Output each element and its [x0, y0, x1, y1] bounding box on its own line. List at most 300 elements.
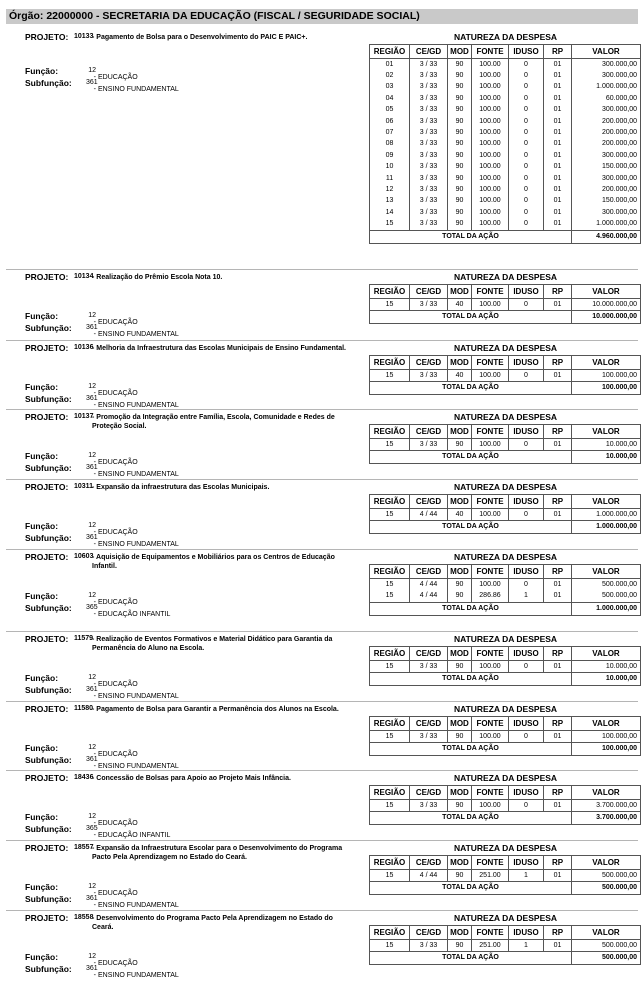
table-cell: 01 — [544, 184, 572, 195]
table-cell: 3 / 33 — [410, 116, 448, 127]
total-row — [370, 673, 641, 686]
table-header-row — [370, 717, 641, 731]
table-cell: 03 — [370, 82, 410, 93]
table-cell: 90 — [448, 59, 472, 71]
subfuncao-name: ENSINO FUNDAMENTAL — [98, 902, 179, 909]
column-header: IDUSO — [509, 356, 544, 370]
table-row — [370, 439, 641, 451]
column-header: RP — [544, 647, 572, 661]
column-header: IDUSO — [509, 285, 544, 299]
column-header: IDUSO — [509, 856, 544, 870]
subfuncao-name: ENSINO FUNDAMENTAL — [98, 972, 179, 979]
table-cell: 10.000,00 — [572, 661, 641, 673]
despesa-table — [369, 355, 641, 395]
total-row — [370, 812, 641, 825]
column-header: FONTE — [472, 926, 509, 940]
table-cell: 3 / 33 — [410, 731, 448, 743]
column-header: MOD — [448, 45, 472, 59]
project-description: - Pagamento de Bolsa para o Desenvolvimento do PAIC E PAIC+. — [92, 33, 352, 42]
projeto-label: PROJETO: — [25, 843, 69, 853]
subfuncao-name: ENSINO FUNDAMENTAL — [98, 541, 179, 548]
project-description: - Melhoria da Infraestrutura das Escolas Municipais de Ensino Fundamental. — [92, 344, 352, 353]
table-cell: 15 — [370, 299, 410, 311]
column-header: VALOR — [572, 647, 641, 661]
despesa-table — [369, 646, 641, 686]
total-row — [370, 882, 641, 895]
table-header-row — [370, 425, 641, 439]
subfuncao-value — [86, 965, 179, 979]
subfuncao-code: 361 - — [86, 464, 96, 478]
table-cell: 01 — [544, 127, 572, 138]
table-row — [370, 940, 641, 952]
despesa-table — [369, 785, 641, 825]
table-cell: 15 — [370, 439, 410, 451]
funcao-name: EDUCAÇÃO — [98, 74, 138, 81]
column-header: REGIÃO — [370, 356, 410, 370]
table-cell: 90 — [448, 661, 472, 673]
column-header: REGIÃO — [370, 926, 410, 940]
table-cell: 3 / 33 — [410, 196, 448, 207]
subfuncao-label: Subfunção: — [25, 894, 72, 904]
column-header: RP — [544, 425, 572, 439]
total-label: TOTAL DA AÇÃO — [370, 743, 572, 756]
subfuncao-value — [86, 79, 179, 93]
table-cell: 251.00 — [472, 940, 509, 952]
table-cell: 0 — [509, 82, 544, 93]
total-value: 10.000.000,00 — [572, 311, 641, 324]
table-cell: 90 — [448, 439, 472, 451]
funcao-label: Função: — [25, 521, 59, 531]
table-cell: 300.000,00 — [572, 150, 641, 161]
project-code: 18558 — [74, 914, 94, 921]
subfuncao-label: Subfunção: — [25, 533, 72, 543]
table-cell: 300.000,00 — [572, 207, 641, 218]
natureza-heading: NATUREZA DA DESPESA — [453, 843, 558, 853]
table-cell: 08 — [370, 139, 410, 150]
table-cell: 3 / 33 — [410, 59, 448, 71]
table-cell: 3 / 33 — [410, 82, 448, 93]
column-header: FONTE — [472, 425, 509, 439]
total-label: TOTAL DA AÇÃO — [370, 812, 572, 825]
table-row — [370, 196, 641, 207]
table-cell: 90 — [448, 196, 472, 207]
table-header-row — [370, 856, 641, 870]
natureza-heading: NATUREZA DA DESPESA — [453, 412, 558, 422]
table-cell: 1.000.000,00 — [572, 82, 641, 93]
table-cell: 01 — [544, 800, 572, 812]
projeto-label: PROJETO: — [25, 913, 69, 923]
table-cell: 01 — [544, 139, 572, 150]
table-header-row — [370, 926, 641, 940]
projeto-label: PROJETO: — [25, 482, 69, 492]
table-cell: 90 — [448, 218, 472, 230]
table-cell: 100.00 — [472, 299, 509, 311]
subfuncao-name: ENSINO FUNDAMENTAL — [98, 402, 179, 409]
table-cell: 14 — [370, 207, 410, 218]
table-cell: 01 — [544, 59, 572, 71]
projeto-label: PROJETO: — [25, 32, 69, 42]
table-cell: 15 — [370, 218, 410, 230]
column-header: MOD — [448, 856, 472, 870]
table-header-row — [370, 356, 641, 370]
table-cell: 3 / 33 — [410, 218, 448, 230]
column-header: FONTE — [472, 647, 509, 661]
table-row — [370, 70, 641, 81]
despesa-table — [369, 716, 641, 756]
table-cell: 90 — [448, 590, 472, 602]
column-header: CE/GD — [410, 285, 448, 299]
table-cell: 100.00 — [472, 800, 509, 812]
table-cell: 01 — [544, 93, 572, 104]
total-value: 500.000,00 — [572, 882, 641, 895]
table-row — [370, 184, 641, 195]
total-value: 100.000,00 — [572, 743, 641, 756]
table-row — [370, 162, 641, 173]
table-cell: 90 — [448, 184, 472, 195]
project-code: 10137 — [74, 413, 94, 420]
table-cell: 90 — [448, 150, 472, 161]
funcao-name: EDUCAÇÃO — [98, 459, 138, 466]
column-header: VALOR — [572, 786, 641, 800]
despesa-table — [369, 564, 641, 616]
table-cell: 100.00 — [472, 70, 509, 81]
despesa-table — [369, 424, 641, 464]
total-value: 10.000,00 — [572, 673, 641, 686]
subfuncao-name: ENSINO FUNDAMENTAL — [98, 471, 179, 478]
section-divider — [6, 340, 638, 341]
column-header: VALOR — [572, 856, 641, 870]
table-cell: 90 — [448, 800, 472, 812]
funcao-code: 12 - — [86, 674, 96, 688]
table-cell: 150.000,00 — [572, 196, 641, 207]
subfuncao-code: 361 - — [86, 895, 96, 909]
funcao-code: 12 - — [86, 452, 96, 466]
projeto-label: PROJETO: — [25, 552, 69, 562]
table-cell: 1.000.000,00 — [572, 509, 641, 521]
table-row — [370, 105, 641, 116]
table-header-row — [370, 786, 641, 800]
funcao-name: EDUCAÇÃO — [98, 960, 138, 967]
table-cell: 15 — [370, 661, 410, 673]
project-description: - Desenvolvimento do Programa Pacto Pela Aprendizagem no Estado do Ceará. — [92, 914, 352, 932]
projeto-label: PROJETO: — [25, 704, 69, 714]
column-header: REGIÃO — [370, 717, 410, 731]
total-label: TOTAL DA AÇÃO — [370, 521, 572, 534]
section-divider — [6, 770, 638, 771]
table-row — [370, 150, 641, 161]
project-code: 10603 — [74, 553, 94, 560]
subfuncao-label: Subfunção: — [25, 603, 72, 613]
total-value: 1.000.000,00 — [572, 521, 641, 534]
column-header: CE/GD — [410, 717, 448, 731]
table-row — [370, 218, 641, 230]
table-cell: 01 — [544, 731, 572, 743]
table-header-row — [370, 565, 641, 579]
table-cell: 11 — [370, 173, 410, 184]
column-header: MOD — [448, 565, 472, 579]
table-cell: 01 — [544, 509, 572, 521]
table-cell: 500.000,00 — [572, 940, 641, 952]
column-header: IDUSO — [509, 786, 544, 800]
table-cell: 4 / 44 — [410, 870, 448, 882]
table-cell: 500.000,00 — [572, 579, 641, 591]
subfuncao-label: Subfunção: — [25, 824, 72, 834]
table-cell: 0 — [509, 579, 544, 591]
natureza-heading: NATUREZA DA DESPESA — [453, 913, 558, 923]
table-cell: 300.000,00 — [572, 173, 641, 184]
table-cell: 12 — [370, 184, 410, 195]
column-header: IDUSO — [509, 647, 544, 661]
subfuncao-value — [86, 686, 179, 700]
funcao-label: Função: — [25, 66, 59, 76]
project-code: 10311 — [74, 483, 94, 490]
table-header-row — [370, 45, 641, 59]
table-cell: 90 — [448, 940, 472, 952]
table-cell: 90 — [448, 70, 472, 81]
column-header: CE/GD — [410, 926, 448, 940]
natureza-heading: NATUREZA DA DESPESA — [453, 634, 558, 644]
funcao-name: EDUCAÇÃO — [98, 529, 138, 536]
table-cell: 100.00 — [472, 93, 509, 104]
column-header: REGIÃO — [370, 425, 410, 439]
table-cell: 0 — [509, 661, 544, 673]
table-cell: 90 — [448, 127, 472, 138]
table-cell: 500.000,00 — [572, 870, 641, 882]
total-label: TOTAL DA AÇÃO — [370, 382, 572, 395]
project-description: - Aquisição de Equipamentos e Mobiliários para os Centros de Educação Infantil. — [92, 553, 352, 571]
column-header: RP — [544, 45, 572, 59]
section-divider — [6, 409, 638, 410]
column-header: FONTE — [472, 856, 509, 870]
project-description: - Realização de Eventos Formativos e Material Didático para Garantia da Permanência do Aluno na Escola. — [92, 635, 352, 653]
funcao-code: 12 - — [86, 67, 96, 81]
project-description: - Expansão da infraestrutura das Escolas Municipais. — [92, 483, 352, 492]
column-header: RP — [544, 926, 572, 940]
project-description: - Realização do Prêmio Escola Nota 10. — [92, 273, 352, 282]
table-row — [370, 800, 641, 812]
total-label: TOTAL DA AÇÃO — [370, 673, 572, 686]
column-header: REGIÃO — [370, 565, 410, 579]
total-value: 10.000,00 — [572, 451, 641, 464]
subfuncao-value — [86, 534, 179, 548]
table-cell: 90 — [448, 579, 472, 591]
table-cell: 0 — [509, 139, 544, 150]
subfuncao-name: ENSINO FUNDAMENTAL — [98, 86, 179, 93]
despesa-table — [369, 494, 641, 534]
table-cell: 200.000,00 — [572, 184, 641, 195]
column-header: VALOR — [572, 285, 641, 299]
projeto-label: PROJETO: — [25, 773, 69, 783]
funcao-label: Função: — [25, 882, 59, 892]
funcao-code: 12 - — [86, 883, 96, 897]
subfuncao-label: Subfunção: — [25, 463, 72, 473]
table-cell: 13 — [370, 196, 410, 207]
table-row — [370, 173, 641, 184]
table-cell: 0 — [509, 59, 544, 71]
table-row — [370, 82, 641, 93]
total-label: TOTAL DA AÇÃO — [370, 311, 572, 324]
natureza-heading: NATUREZA DA DESPESA — [453, 704, 558, 714]
column-header: MOD — [448, 495, 472, 509]
despesa-table — [369, 855, 641, 895]
table-cell: 0 — [509, 162, 544, 173]
table-cell: 40 — [448, 370, 472, 382]
table-cell: 100.00 — [472, 196, 509, 207]
table-row — [370, 299, 641, 311]
table-cell: 01 — [544, 196, 572, 207]
table-cell: 01 — [544, 299, 572, 311]
total-row — [370, 602, 641, 615]
column-header: VALOR — [572, 926, 641, 940]
table-row — [370, 139, 641, 150]
table-header-row — [370, 285, 641, 299]
subfuncao-value — [86, 756, 179, 770]
projeto-label: PROJETO: — [25, 343, 69, 353]
column-header: RP — [544, 285, 572, 299]
funcao-name: EDUCAÇÃO — [98, 681, 138, 688]
table-cell: 0 — [509, 207, 544, 218]
total-label: TOTAL DA AÇÃO — [370, 602, 572, 615]
table-row — [370, 590, 641, 602]
table-cell: 90 — [448, 207, 472, 218]
column-header: VALOR — [572, 425, 641, 439]
column-header: REGIÃO — [370, 45, 410, 59]
despesa-table — [369, 284, 641, 324]
project-code: 11579 — [74, 635, 94, 642]
funcao-code: 12 - — [86, 592, 96, 606]
funcao-label: Função: — [25, 812, 59, 822]
funcao-code: 12 - — [86, 522, 96, 536]
funcao-name: EDUCAÇÃO — [98, 390, 138, 397]
column-header: MOD — [448, 285, 472, 299]
section-divider — [6, 840, 638, 841]
table-cell: 15 — [370, 731, 410, 743]
subfuncao-value — [86, 464, 179, 478]
column-header: IDUSO — [509, 45, 544, 59]
table-cell: 100.00 — [472, 173, 509, 184]
column-header: REGIÃO — [370, 647, 410, 661]
column-header: REGIÃO — [370, 856, 410, 870]
funcao-code: 12 - — [86, 813, 96, 827]
despesa-table — [369, 925, 641, 965]
table-cell: 90 — [448, 162, 472, 173]
total-label: TOTAL DA AÇÃO — [370, 451, 572, 464]
subfuncao-label: Subfunção: — [25, 964, 72, 974]
total-label: TOTAL DA AÇÃO — [370, 952, 572, 965]
project-code: 10134 — [74, 273, 94, 280]
subfuncao-value — [86, 324, 179, 338]
table-cell: 0 — [509, 218, 544, 230]
table-cell: 0 — [509, 116, 544, 127]
table-cell: 0 — [509, 173, 544, 184]
table-cell: 15 — [370, 800, 410, 812]
table-cell: 4 / 44 — [410, 579, 448, 591]
table-header-row — [370, 495, 641, 509]
funcao-label: Função: — [25, 451, 59, 461]
total-value: 4.960.000,00 — [572, 230, 641, 243]
subfuncao-name: ENSINO FUNDAMENTAL — [98, 693, 179, 700]
table-cell: 0 — [509, 150, 544, 161]
total-value: 1.000.000,00 — [572, 602, 641, 615]
funcao-code: 12 - — [86, 383, 96, 397]
table-cell: 100.00 — [472, 579, 509, 591]
table-cell: 01 — [544, 579, 572, 591]
table-cell: 60.000,00 — [572, 93, 641, 104]
table-cell: 01 — [544, 70, 572, 81]
total-label: TOTAL DA AÇÃO — [370, 882, 572, 895]
table-cell: 1 — [509, 590, 544, 602]
column-header: CE/GD — [410, 786, 448, 800]
column-header: REGIÃO — [370, 285, 410, 299]
column-header: MOD — [448, 425, 472, 439]
project-code: 10133 — [74, 33, 94, 40]
subfuncao-code: 361 - — [86, 686, 96, 700]
subfuncao-label: Subfunção: — [25, 755, 72, 765]
column-header: MOD — [448, 717, 472, 731]
table-cell: 251.00 — [472, 870, 509, 882]
subfuncao-code: 365 - — [86, 825, 96, 839]
total-row — [370, 311, 641, 324]
table-row — [370, 661, 641, 673]
table-cell: 01 — [370, 59, 410, 71]
table-row — [370, 370, 641, 382]
table-cell: 09 — [370, 150, 410, 161]
funcao-label: Função: — [25, 952, 59, 962]
table-cell: 01 — [544, 218, 572, 230]
column-header: RP — [544, 856, 572, 870]
section-divider — [6, 910, 638, 911]
project-code: 11580 — [74, 705, 94, 712]
funcao-label: Função: — [25, 591, 59, 601]
table-cell: 40 — [448, 509, 472, 521]
column-header: RP — [544, 717, 572, 731]
funcao-name: EDUCAÇÃO — [98, 319, 138, 326]
projeto-label: PROJETO: — [25, 634, 69, 644]
table-cell: 01 — [544, 870, 572, 882]
table-cell: 01 — [544, 173, 572, 184]
table-row — [370, 870, 641, 882]
column-header: VALOR — [572, 565, 641, 579]
table-cell: 0 — [509, 509, 544, 521]
column-header: RP — [544, 786, 572, 800]
table-cell: 200.000,00 — [572, 127, 641, 138]
table-cell: 90 — [448, 82, 472, 93]
table-cell: 200.000,00 — [572, 139, 641, 150]
table-cell: 3 / 33 — [410, 184, 448, 195]
table-header-row — [370, 647, 641, 661]
funcao-label: Função: — [25, 673, 59, 683]
table-cell: 3.700.000,00 — [572, 800, 641, 812]
funcao-name: EDUCAÇÃO — [98, 890, 138, 897]
subfuncao-code: 361 - — [86, 965, 96, 979]
table-cell: 1 — [509, 940, 544, 952]
table-cell: 90 — [448, 116, 472, 127]
table-cell: 01 — [544, 82, 572, 93]
table-cell: 1.000.000,00 — [572, 218, 641, 230]
natureza-heading: NATUREZA DA DESPESA — [453, 32, 558, 42]
natureza-heading: NATUREZA DA DESPESA — [453, 552, 558, 562]
table-cell: 40 — [448, 299, 472, 311]
table-cell: 0 — [509, 439, 544, 451]
table-row — [370, 93, 641, 104]
table-row — [370, 59, 641, 71]
table-cell: 500.000,00 — [572, 590, 641, 602]
funcao-name: EDUCAÇÃO — [98, 599, 138, 606]
section-divider — [6, 701, 638, 702]
table-cell: 0 — [509, 93, 544, 104]
table-cell: 90 — [448, 870, 472, 882]
projeto-label: PROJETO: — [25, 412, 69, 422]
